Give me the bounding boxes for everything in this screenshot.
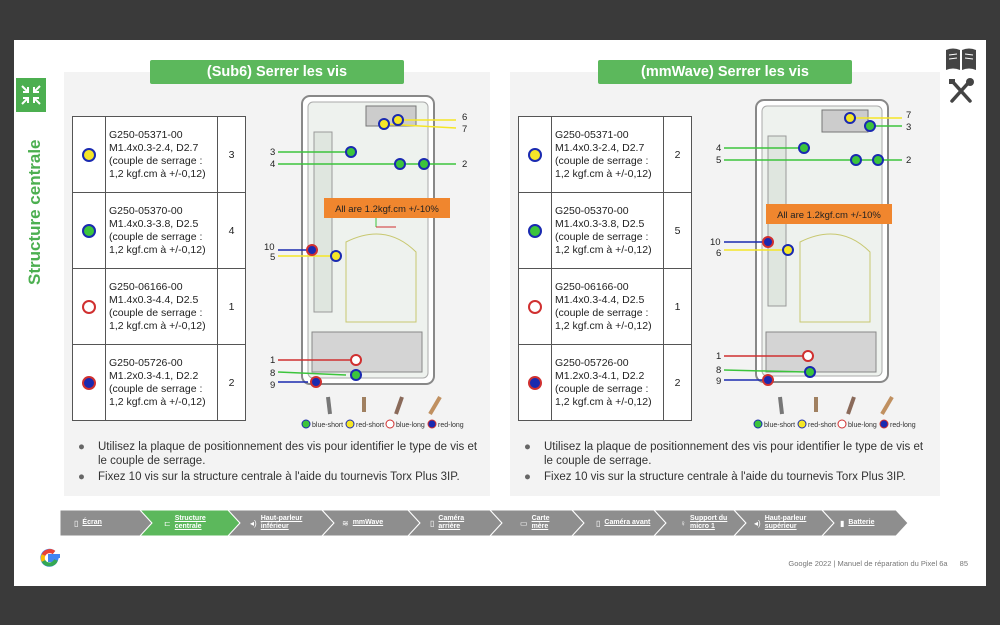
spec: M1.2x0.3-4.1, D2.2: [109, 369, 199, 382]
slide: [14, 40, 986, 586]
nav-batterie[interactable]: ▮ Batterie: [840, 518, 875, 528]
svg-text:red-long: red-long: [438, 422, 464, 429]
panel-mmwave: [510, 64, 940, 496]
section-nav: [60, 510, 910, 536]
phone-frame-diagram: [710, 92, 936, 440]
screw-dot-red-open: [528, 300, 542, 314]
screw-dot-yellow: [82, 148, 96, 162]
table-row: G250-06166-00 M1.4x0.3-4.4, D2.5 (couple de serrage : 1,2 kgf.cm à +/-0,12) 1: [73, 269, 246, 345]
table-row: G250-06166-00 M1.4x0.3-4.4, D2.5 (couple de serrage : 1,2 kgf.cm à +/-0,12) 1: [519, 269, 692, 345]
callout-label: 6: [716, 248, 722, 259]
callout-label: 8: [716, 365, 722, 376]
screw-legend: [302, 397, 464, 429]
callout-label: 1: [716, 351, 722, 362]
phone-frame-diagram: [264, 92, 490, 440]
nav-carte-mere[interactable]: ▭ Carte mère: [520, 515, 550, 530]
screw-dot-red-open: [82, 300, 96, 314]
callout-label: 10: [710, 237, 721, 248]
callout-label: 4: [716, 143, 722, 154]
count: 1: [218, 269, 246, 345]
spec: M1.4x0.3-2.4, D2.7: [555, 141, 645, 154]
screw-table: [72, 116, 246, 421]
callout-label: 9: [270, 380, 276, 391]
callout-label: 10: [264, 242, 275, 253]
battery-icon: ▮: [840, 518, 845, 528]
panel-title: (Sub6) Serrer les vis: [150, 60, 404, 84]
footer: [788, 559, 968, 568]
list-item: ● Utilisez la plaque de positionnement des vis pour identifier le type de vis et le couple de serrage.: [524, 441, 924, 467]
speaker-icon: ◂): [754, 518, 761, 528]
table-row: G250-05371-00 M1.4x0.3-2.4, D2.7 (couple de serrage : 1,2 kgf.cm à +/-0,12) 2: [519, 117, 692, 193]
count: 4: [218, 193, 246, 269]
callout-label: 1: [270, 355, 276, 366]
nav-structure-centrale[interactable]: ⊏ Structure centrale: [164, 515, 206, 530]
callout-label: 4: [270, 159, 276, 170]
panel-title: (mmWave) Serrer les vis: [598, 60, 852, 84]
google-logo: [36, 544, 64, 572]
tools-icon: [946, 77, 976, 105]
callout-label: 2: [906, 155, 912, 166]
count: 2: [218, 345, 246, 421]
footer-text: Google 2022 | Manuel de réparation du Pixel 6a: [788, 559, 948, 568]
callout-label: 7: [462, 124, 468, 135]
callout-label: 6: [462, 112, 468, 123]
book-icon: [944, 46, 978, 72]
table-row: G250-05370-00 M1.4x0.3-3.8, D2.5 (couple de serrage : 1,2 kgf.cm à +/-0,12) 5: [519, 193, 692, 269]
screw-legend: [754, 397, 916, 429]
part-number: G250-05370-00: [555, 204, 629, 217]
callout-text: All are 1.2kgf.cm +/-10%: [777, 210, 881, 221]
nav-camera-arriere[interactable]: ▯ Caméra arrière: [430, 515, 465, 530]
nav-camera-avant[interactable]: ▯ Caméra avant: [596, 518, 651, 528]
nav-ecran[interactable]: ▯ Écran: [74, 518, 102, 528]
callout-label: 5: [716, 155, 722, 166]
screw-table: [518, 116, 692, 421]
spec: M1.4x0.3-4.4, D2.5: [555, 293, 645, 306]
section-title: Structure centrale: [25, 139, 44, 285]
spec: M1.4x0.3-3.8, D2.5: [555, 217, 645, 230]
phone-icon: ▯: [74, 518, 79, 528]
part-number: G250-05371-00: [555, 128, 629, 141]
part-number: G250-05371-00: [109, 128, 183, 141]
compress-arrows-icon: [16, 78, 46, 112]
spec: M1.4x0.3-2.4, D2.7: [109, 141, 199, 154]
part-number: G250-06166-00: [555, 280, 629, 293]
table-row: G250-05726-00 M1.2x0.3-4.1, D2.2 (couple de serrage : 1,2 kgf.cm à +/-0,12) 2: [73, 345, 246, 421]
screw-dot-blue: [528, 376, 542, 390]
count: 2: [664, 345, 692, 421]
spec: M1.4x0.3-3.8, D2.5: [109, 217, 199, 230]
board-icon: ▭: [520, 518, 528, 528]
nav-mmwave[interactable]: ≋ mmWave: [342, 518, 384, 528]
nav-support-micro[interactable]: ♀ Support du micro 1: [680, 515, 728, 530]
table-row: G250-05371-00 M1.4x0.3-2.4, D2.7 (couple de serrage : 1,2 kgf.cm à +/-0,12) 3: [73, 117, 246, 193]
part-number: G250-05370-00: [109, 204, 183, 217]
screw-dot-green: [82, 224, 96, 238]
table-row: G250-05726-00 M1.2x0.3-4.1, D2.2 (couple de serrage : 1,2 kgf.cm à +/-0,12) 2: [519, 345, 692, 421]
callout-label: 3: [270, 147, 276, 158]
panel-sub6: [64, 64, 490, 496]
callout-label: 5: [270, 252, 276, 263]
screw-dot-yellow: [528, 148, 542, 162]
top-icons: [944, 46, 980, 110]
svg-text:blue-short: blue-short: [764, 422, 796, 429]
screw-dot-blue: [82, 376, 96, 390]
count: 1: [664, 269, 692, 345]
svg-text:blue-long: blue-long: [848, 422, 877, 429]
svg-text:blue-long: blue-long: [396, 422, 425, 429]
count: 2: [664, 117, 692, 193]
screw-dot-green: [528, 224, 542, 238]
list-item: ● Utilisez la plaque de positionnement des vis pour identifier le type de vis et le couple de serrage.: [78, 441, 478, 467]
list-item: ● Fixez 10 vis sur la structure centrale à l'aide du tournevis Torx Plus 3IP.: [78, 471, 460, 483]
callout-label: 9: [716, 376, 722, 387]
mic-icon: ♀: [680, 518, 686, 528]
part-number: G250-06166-00: [109, 280, 183, 293]
list-item: ● Fixez 10 vis sur la structure centrale à l'aide du tournevis Torx Plus 3IP.: [524, 471, 906, 483]
nav-haut-parleur-inferieur[interactable]: ◂) Haut-parleur inférieur: [250, 515, 303, 530]
part-number: G250-05726-00: [109, 356, 183, 369]
instructions: [524, 440, 932, 486]
part-number: G250-05726-00: [555, 356, 629, 369]
camera-front-icon: ▯: [596, 518, 601, 528]
nav-haut-parleur-superieur[interactable]: ◂) Haut-parleur supérieur: [754, 515, 807, 530]
count: 5: [664, 193, 692, 269]
svg-text:blue-short: blue-short: [312, 422, 344, 429]
svg-text:red-short: red-short: [356, 422, 385, 429]
camera-icon: ▯: [430, 518, 435, 528]
speaker-icon: ◂): [250, 518, 257, 528]
page-number: 85: [959, 559, 968, 568]
spec: M1.2x0.3-4.1, D2.2: [555, 369, 645, 382]
callout-label: 2: [462, 159, 468, 170]
callout-label: 8: [270, 368, 276, 379]
instructions: [78, 440, 482, 486]
frame-icon: ⊏: [164, 518, 171, 528]
callout-label: 7: [906, 110, 912, 121]
callout-label: 3: [906, 122, 912, 133]
wifi-icon: ≋: [342, 518, 349, 528]
table-row: G250-05370-00 M1.4x0.3-3.8, D2.5 (couple de serrage : 1,2 kgf.cm à +/-0,12) 4: [73, 193, 246, 269]
svg-text:red-short: red-short: [808, 422, 837, 429]
count: 3: [218, 117, 246, 193]
callout-text: All are 1.2kgf.cm +/-10%: [335, 204, 439, 215]
svg-text:red-long: red-long: [890, 422, 916, 429]
spec: M1.4x0.3-4.4, D2.5: [109, 293, 199, 306]
